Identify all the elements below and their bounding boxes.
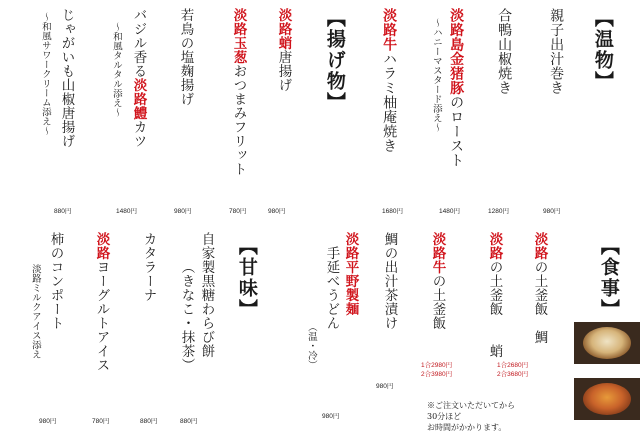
menu-item-sweet-4-sub: 淡路ミルクアイス添え: [29, 264, 41, 359]
section-header-sweet: 【甘味】: [235, 236, 258, 320]
kamameshi-photo-2: [574, 378, 640, 420]
price-hot-4: 1680円: [382, 208, 403, 215]
price-sweet-4: 980円: [39, 418, 57, 425]
menu-item-fried-5-sub: 〜和風サワークリーム添え〜: [39, 12, 51, 136]
price-hot-1: 980円: [543, 208, 561, 215]
menu-item-hot-1: 親子出汁巻き: [548, 8, 565, 95]
menu-item-meal-5-sub: （温・冷）: [305, 322, 317, 370]
price-meal-4: 980円: [376, 383, 394, 390]
price-hot-3: 1480円: [439, 208, 460, 215]
menu-item-fried-4-sub: 〜和風タルタル添え〜: [110, 22, 122, 117]
menu-item-fried-5: じゃがいも山椒唐揚げ: [58, 8, 75, 148]
price-group-b: 1合2680円 2合3680円: [497, 362, 529, 379]
price-fried-4: 1480円: [116, 208, 137, 215]
price-sweet-2: 880円: [140, 418, 158, 425]
menu-item-sweet-2: カタラーナ: [140, 232, 157, 302]
menu-item-meal-3: 淡路牛の土釜飯: [429, 232, 446, 330]
menu-item-meal-5: 淡路平野製麺: [342, 232, 359, 316]
price-fried-1: 980円: [268, 208, 286, 215]
price-group-a: 1合2980円 2合3980円: [421, 362, 453, 379]
price-sweet-1: 880円: [180, 418, 198, 425]
menu-item-hot-2: 合鴨山椒焼き: [496, 8, 513, 95]
section-header-meal: 【食事】: [597, 236, 620, 320]
wait-time-note: ※ご注文いただいてから 30分ほど お時間がかかります。: [427, 401, 515, 433]
price-fried-5: 880円: [54, 208, 72, 215]
menu-item-fried-4: バジル香る淡路鱧カツ: [130, 8, 147, 148]
menu-item-hot-4: 淡路牛ハラミ柚庵焼き: [381, 8, 398, 153]
price-meal-5: 980円: [322, 413, 340, 420]
price-sweet-3: 780円: [92, 418, 110, 425]
menu-item-sweet-1-sub: （きなこ・抹茶）: [178, 260, 195, 372]
menu-item-meal-4: 鯛の出汁茶漬け: [381, 232, 398, 330]
menu-item-sweet-1: 自家製黒糖わらび餅: [198, 232, 215, 358]
menu-item-hot-3-sub: 〜ハニーマスタード添え〜: [430, 18, 442, 132]
menu-item-meal-2: 淡路の土釜飯 蛸: [486, 232, 503, 358]
menu-item-sweet-4: 柿のコンポート: [47, 232, 64, 330]
menu-item-hot-3: 淡路島金猪豚のロースト: [448, 8, 465, 168]
menu-item-sweet-3: 淡路ヨーグルトアイス: [93, 232, 110, 372]
menu-item-fried-1: 淡路蛸唐揚げ: [275, 8, 292, 92]
section-header-hot: 【温物】: [591, 8, 614, 92]
menu-item-meal-1: 淡路の土釜飯 鯛: [531, 232, 548, 344]
menu-item-meal-5-name: 手延べうどん: [323, 246, 340, 330]
price-fried-2: 780円: [229, 208, 247, 215]
price-hot-2: 1280円: [488, 208, 509, 215]
menu-item-fried-2: 淡路玉葱おつまみフリット: [230, 8, 247, 176]
section-header-fried: 【揚げ物】: [323, 8, 346, 113]
kamameshi-photo-1: [574, 322, 640, 364]
price-fried-3: 980円: [174, 208, 192, 215]
menu-item-fried-3: 若鳥の塩麹揚げ: [177, 8, 194, 106]
